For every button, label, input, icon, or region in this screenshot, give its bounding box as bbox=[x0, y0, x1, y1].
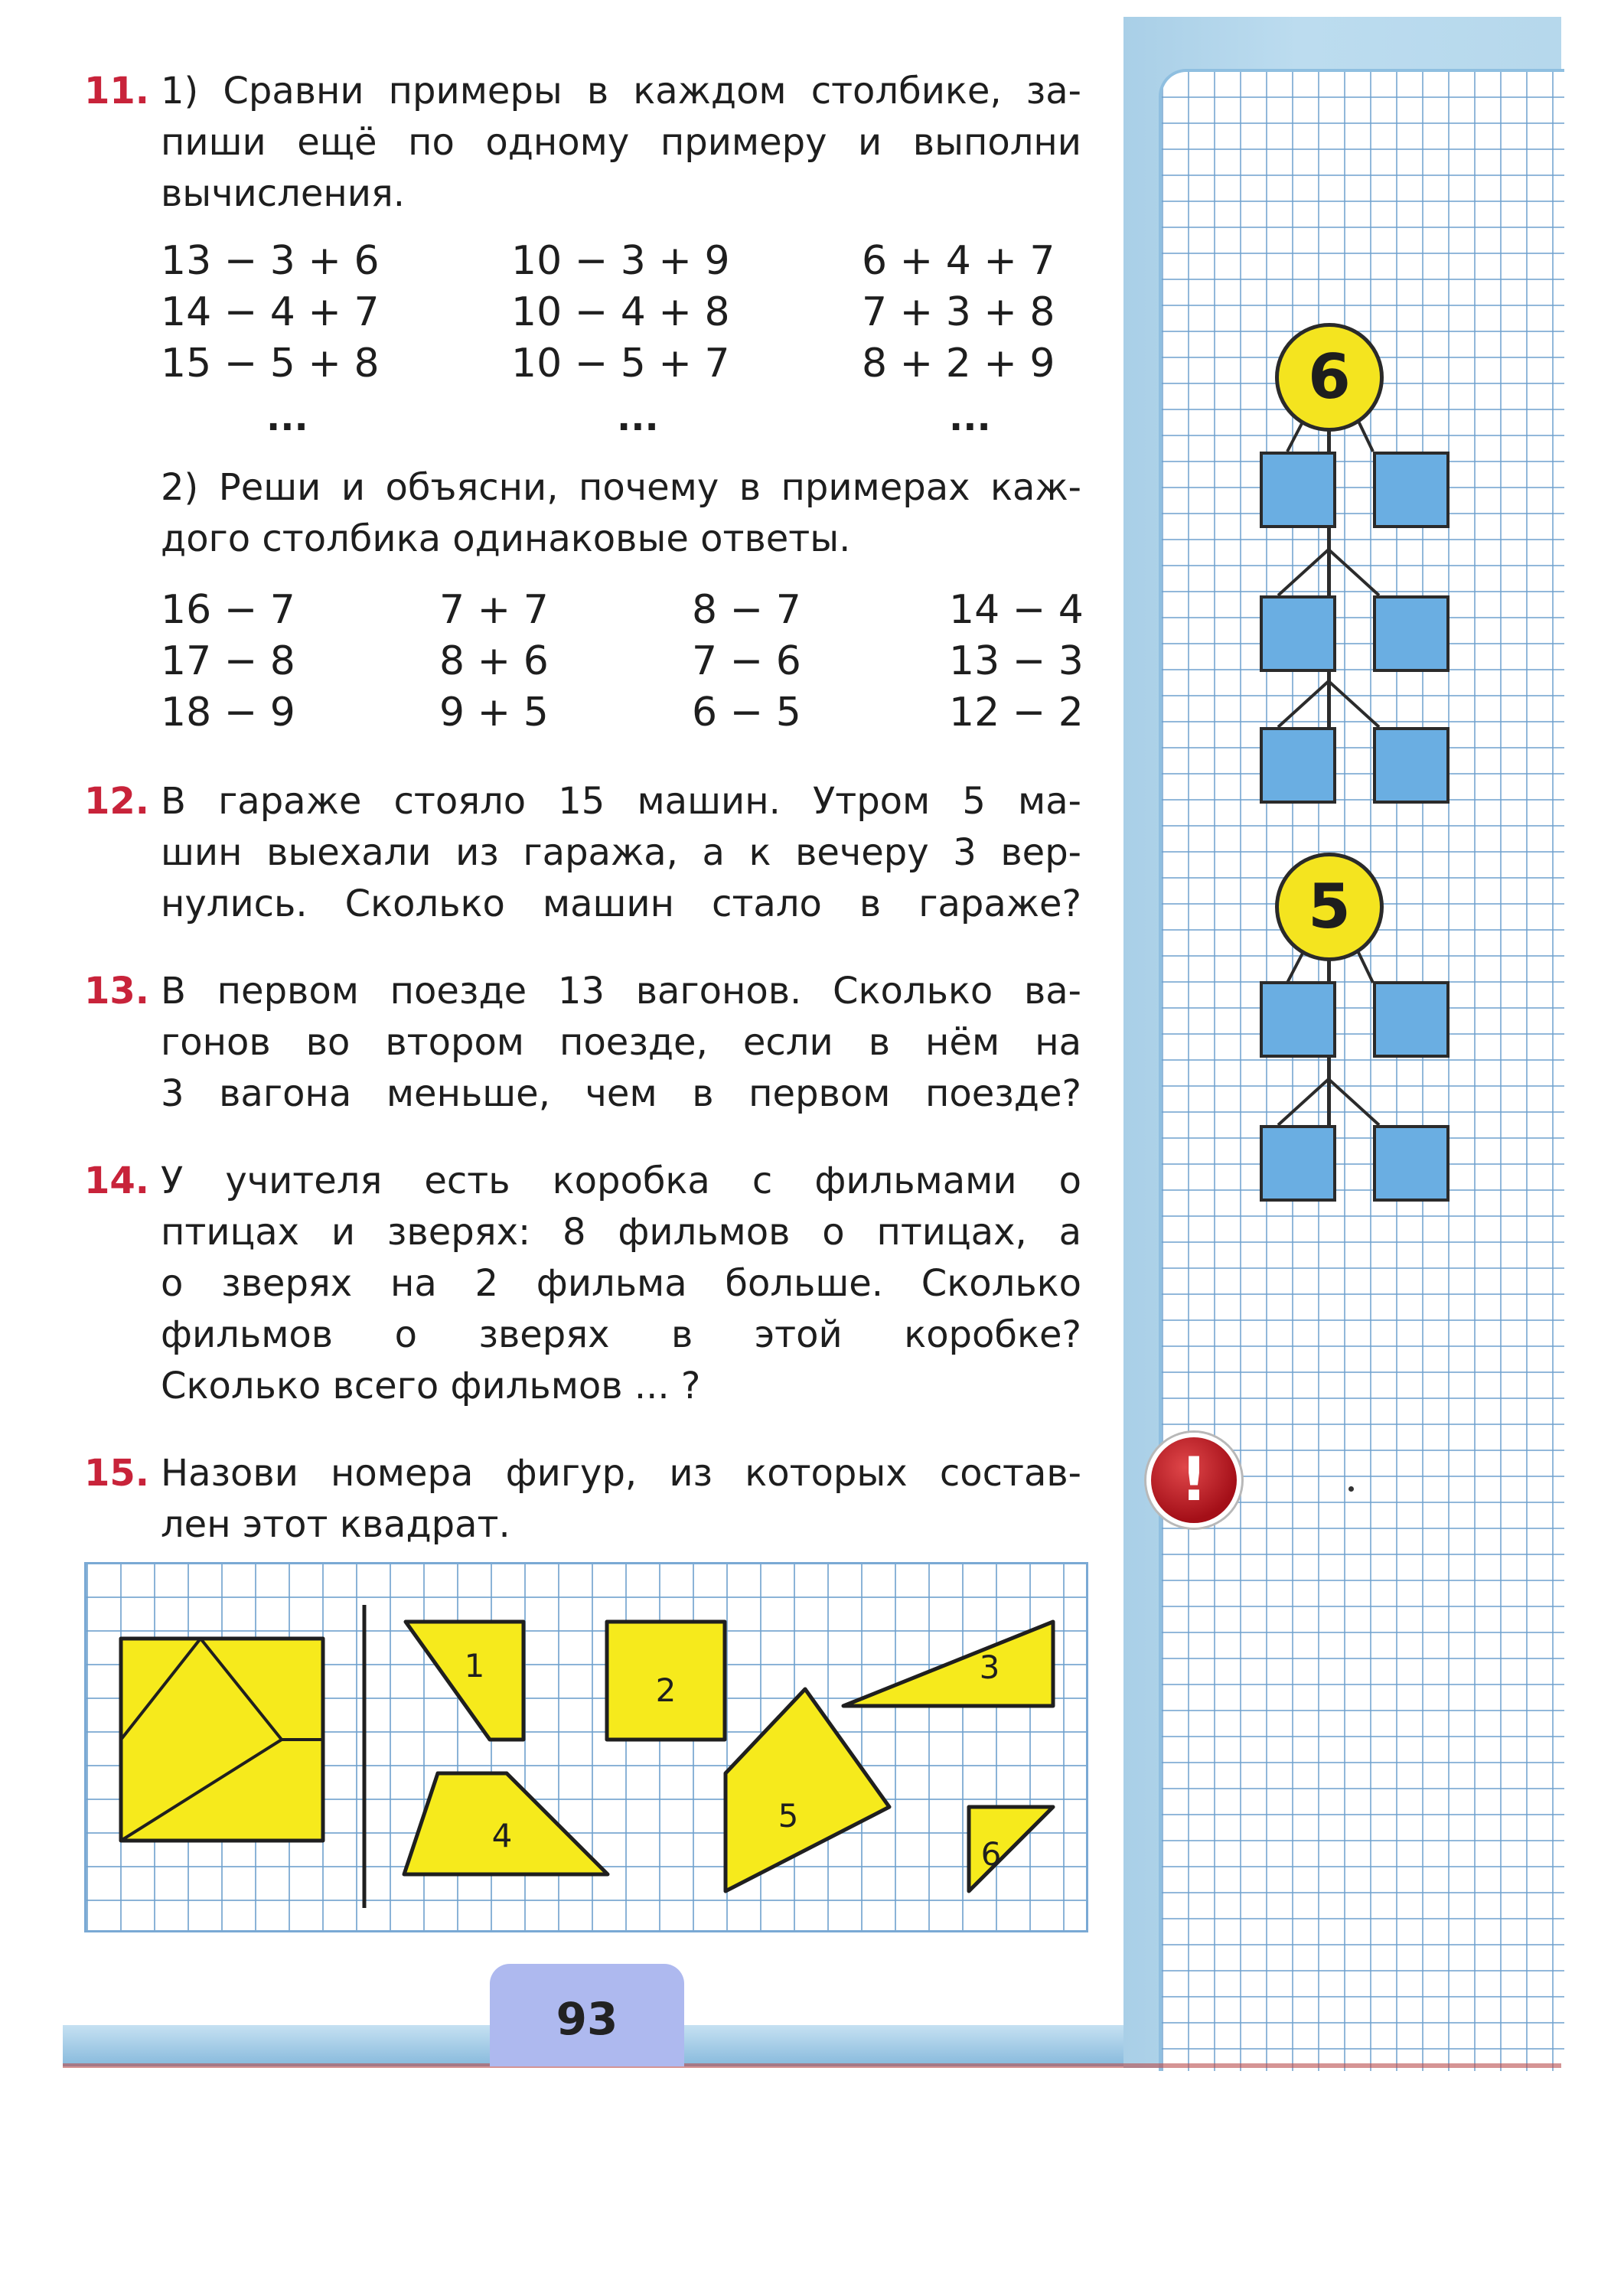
tree-root-circle: 6 bbox=[1275, 323, 1384, 432]
task-11-part2-line1: 2) Реши и объясни, почему в примерах каж- bbox=[161, 466, 1081, 509]
expression: 6 − 5 bbox=[692, 690, 801, 735]
expression: 17 − 8 bbox=[161, 638, 295, 684]
answer-box[interactable] bbox=[1260, 595, 1336, 672]
ellipsis: ... bbox=[266, 396, 308, 439]
page-number: 93 bbox=[490, 1964, 684, 2066]
expression: 10 − 5 + 7 bbox=[511, 341, 730, 386]
task-14-line2: птицах и зверях: 8 фильмов о птицах, а bbox=[161, 1211, 1081, 1254]
expression: 16 − 7 bbox=[161, 587, 295, 633]
expression: 7 + 3 + 8 bbox=[862, 289, 1055, 335]
expression: 9 + 5 bbox=[439, 690, 549, 735]
task-12-line2: шин выехали из гаража, а к вечеру 3 вер- bbox=[161, 831, 1081, 874]
task-14-line4: фильмов о зверях в этой коробке? bbox=[161, 1313, 1081, 1356]
answer-box[interactable] bbox=[1260, 981, 1336, 1058]
shape-label: 3 bbox=[979, 1649, 1000, 1686]
expression: 14 − 4 bbox=[949, 587, 1084, 633]
task-11-number: 11. bbox=[84, 70, 150, 113]
expression: 13 − 3 bbox=[949, 638, 1084, 684]
answer-box[interactable] bbox=[1260, 1125, 1336, 1202]
task-11-part1-line2: пиши ещё по одному примеру и выполни bbox=[161, 121, 1081, 164]
shape-label: 2 bbox=[655, 1671, 677, 1709]
shape-label: 5 bbox=[778, 1797, 799, 1835]
task-14-number: 14. bbox=[84, 1159, 150, 1202]
ellipsis: ... bbox=[617, 396, 659, 439]
expression: 12 − 2 bbox=[949, 690, 1084, 735]
tree-root-circle: 5 bbox=[1275, 853, 1384, 961]
task-12-number: 12. bbox=[84, 780, 150, 823]
shape-label: 6 bbox=[980, 1835, 1002, 1873]
task-11-part2-line2: дого столбика одинаковые ответы. bbox=[161, 517, 851, 560]
expression: 18 − 9 bbox=[161, 690, 295, 735]
ellipsis: ... bbox=[949, 396, 991, 439]
task-12-line1: В гараже стояло 15 машин. Утром 5 ма- bbox=[161, 780, 1081, 823]
expression: 6 + 4 + 7 bbox=[862, 238, 1055, 284]
dot-mark bbox=[1348, 1486, 1354, 1492]
task-14-line5: Сколько всего фильмов ... ? bbox=[161, 1365, 701, 1407]
answer-box[interactable] bbox=[1373, 727, 1450, 804]
task-14-line3: о зверях на 2 фильма больше. Сколько bbox=[161, 1262, 1081, 1305]
shape-label: 1 bbox=[464, 1647, 485, 1684]
task-11-part1-line1: 1) Сравни примеры в каждом столбике, за- bbox=[161, 70, 1081, 113]
task-13-number: 13. bbox=[84, 970, 150, 1013]
expression: 8 + 6 bbox=[439, 638, 549, 684]
exclamation-icon: ! bbox=[1146, 1433, 1241, 1528]
task-12-line3: нулись. Сколько машин стало в гараже? bbox=[161, 882, 1081, 925]
task-15-number: 15. bbox=[84, 1452, 150, 1495]
answer-box[interactable] bbox=[1373, 595, 1450, 672]
task-11-part1-line3: вычисления. bbox=[161, 172, 406, 215]
task-13-line2: гонов во втором поезде, если в нём на bbox=[161, 1021, 1081, 1064]
expression: 8 + 2 + 9 bbox=[862, 341, 1055, 386]
answer-box[interactable] bbox=[1373, 981, 1450, 1058]
answer-box[interactable] bbox=[1373, 1125, 1450, 1202]
task-14-line1: У учителя есть коробка с фильмами о bbox=[161, 1159, 1081, 1202]
expression: 10 − 4 + 8 bbox=[511, 289, 730, 335]
expression: 14 − 4 + 7 bbox=[161, 289, 380, 335]
expression: 7 + 7 bbox=[439, 587, 549, 633]
tree-branches bbox=[1247, 398, 1416, 742]
bottom-edge bbox=[63, 2063, 1561, 2068]
figures-drawing bbox=[84, 1562, 1088, 1932]
answer-box[interactable] bbox=[1260, 452, 1336, 528]
task-13-line1: В первом поезде 13 вагонов. Сколько ва- bbox=[161, 970, 1081, 1013]
expression: 13 − 3 + 6 bbox=[161, 238, 380, 284]
expression: 15 − 5 + 8 bbox=[161, 341, 380, 386]
answer-box[interactable] bbox=[1373, 452, 1450, 528]
task-13-line3: 3 вагона меньше, чем в первом поезде? bbox=[161, 1072, 1081, 1115]
expression: 10 − 3 + 9 bbox=[511, 238, 730, 284]
task-15-line1: Назови номера фигур, из которых состав- bbox=[161, 1452, 1081, 1495]
expression: 8 − 7 bbox=[692, 587, 801, 633]
shape-5 bbox=[726, 1689, 889, 1891]
shape-3 bbox=[843, 1622, 1053, 1706]
shape-label: 4 bbox=[491, 1817, 513, 1854]
task-15-line2: лен этот квадрат. bbox=[161, 1503, 510, 1546]
expression: 7 − 6 bbox=[692, 638, 801, 684]
answer-box[interactable] bbox=[1260, 727, 1336, 804]
